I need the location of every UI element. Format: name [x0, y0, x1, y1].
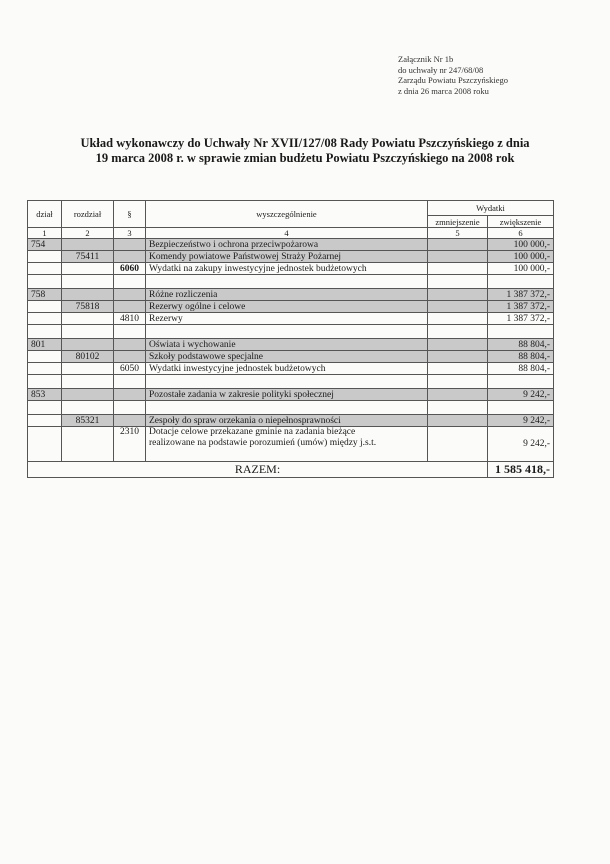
cell-desc: Zespoły do spraw orzekania o niepełnosprawności: [146, 415, 428, 427]
annex-line: Załącznik Nr 1b: [398, 54, 454, 64]
total-row: [28, 462, 554, 478]
cell-zwiekszenie: 88 804,-: [488, 351, 554, 363]
cell-zwiekszenie: 1 387 372,-: [488, 313, 554, 325]
cell-dzial: 758: [28, 289, 62, 301]
cell-paragraf: 2310: [114, 427, 146, 462]
cell-desc: Wydatki inwestycyjne jednostek budżetowych: [146, 363, 428, 375]
cell-zwiekszenie: 9 242,-: [488, 415, 554, 427]
cell-desc: Szkoły podstawowe specjalne: [146, 351, 428, 363]
annex-line: Zarządu Powiatu Pszczyńskiego: [398, 75, 508, 85]
title-line: Układ wykonawczy do Uchwały Nr XVII/127/08 Rady Powiatu Pszczyńskiego z dnia: [80, 136, 530, 150]
total-label: RAZEM:: [28, 462, 488, 478]
cell-desc: Oświata i wychowanie: [146, 339, 428, 351]
colnum: 2: [62, 228, 114, 239]
cell-zwiekszenie: 9 242,-: [488, 427, 554, 462]
cell-desc: Wydatki na zakupy inwestycyjne jednostek budżetowych: [146, 263, 428, 275]
cell-zwiekszenie: 88 804,-: [488, 363, 554, 375]
colnum: 3: [114, 228, 146, 239]
colnum: 1: [28, 228, 62, 239]
table-row: [28, 351, 554, 363]
table-row: [28, 263, 554, 275]
cell-dzial: 754: [28, 239, 62, 251]
header-wyszczegolnienie: wyszczególnienie: [146, 201, 428, 228]
header-zmniejszenie: zmniejszenie: [428, 216, 488, 228]
cell-rozdzial: 80102: [62, 351, 114, 363]
budget-table: [27, 200, 554, 478]
cell-zwiekszenie: 100 000,-: [488, 251, 554, 263]
cell-desc: Bezpieczeństwo i ochrona przeciwpożarowa: [146, 239, 428, 251]
colnum: 6: [488, 228, 554, 239]
cell-zwiekszenie: 88 804,-: [488, 339, 554, 351]
cell-desc: Komendy powiatowe Państwowej Straży Pożarnej: [146, 251, 428, 263]
cell-dzial: 853: [28, 389, 62, 401]
cell-rozdzial: 85321: [62, 415, 114, 427]
document-title: [40, 136, 570, 166]
table-row: [28, 427, 554, 462]
total-value: 1 585 418,-: [488, 462, 554, 478]
table-row: [28, 301, 554, 313]
title-line: 19 marca 2008 r. w sprawie zmian budżetu Powiatu Pszczyńskiego na 2008 rok: [95, 151, 515, 165]
cell-desc: realizowane na podstawie porozumień (umów) między j.s.t.: [149, 438, 377, 448]
cell-desc: Rezerwy: [146, 313, 428, 325]
cell-zwiekszenie: 100 000,-: [488, 263, 554, 275]
header-dzial: dział: [28, 201, 62, 228]
annex-note: [398, 54, 508, 96]
table-row: [28, 415, 554, 427]
cell-paragraf: 6050: [114, 363, 146, 375]
table-row: [28, 289, 554, 301]
cell-rozdzial: 75818: [62, 301, 114, 313]
cell-zwiekszenie: 100 000,-: [488, 239, 554, 251]
table-row: [28, 313, 554, 325]
cell-paragraf: 4810: [114, 313, 146, 325]
table-row: [28, 251, 554, 263]
table-row: [28, 239, 554, 251]
cell-zwiekszenie: 1 387 372,-: [488, 301, 554, 313]
cell-dzial: 801: [28, 339, 62, 351]
header-wydatki: Wydatki: [428, 201, 554, 216]
table-row: [28, 339, 554, 351]
cell-paragraf: 6060: [114, 263, 146, 275]
header-zwiekszenie: zwiększenie: [488, 216, 554, 228]
cell-desc: Pozostałe zadania w zakresie polityki społecznej: [146, 389, 428, 401]
cell-zwiekszenie: 1 387 372,-: [488, 289, 554, 301]
colnum: 4: [146, 228, 428, 239]
cell-zwiekszenie: 9 242,-: [488, 389, 554, 401]
cell-desc: Różne rozliczenia: [146, 289, 428, 301]
header-rozdzial: rozdział: [62, 201, 114, 228]
table-row: [28, 389, 554, 401]
cell-desc: Rezerwy ogólne i celowe: [146, 301, 428, 313]
table-row: [28, 363, 554, 375]
cell-desc: Dotacje celowe przekazane gminie na zadania bieżące: [149, 427, 356, 437]
colnum: 5: [428, 228, 488, 239]
annex-line: z dnia 26 marca 2008 roku: [398, 85, 489, 96]
annex-line: do uchwały nr 247/68/08: [398, 64, 484, 75]
header-paragraf: §: [114, 201, 146, 228]
cell-rozdzial: 75411: [62, 251, 114, 263]
